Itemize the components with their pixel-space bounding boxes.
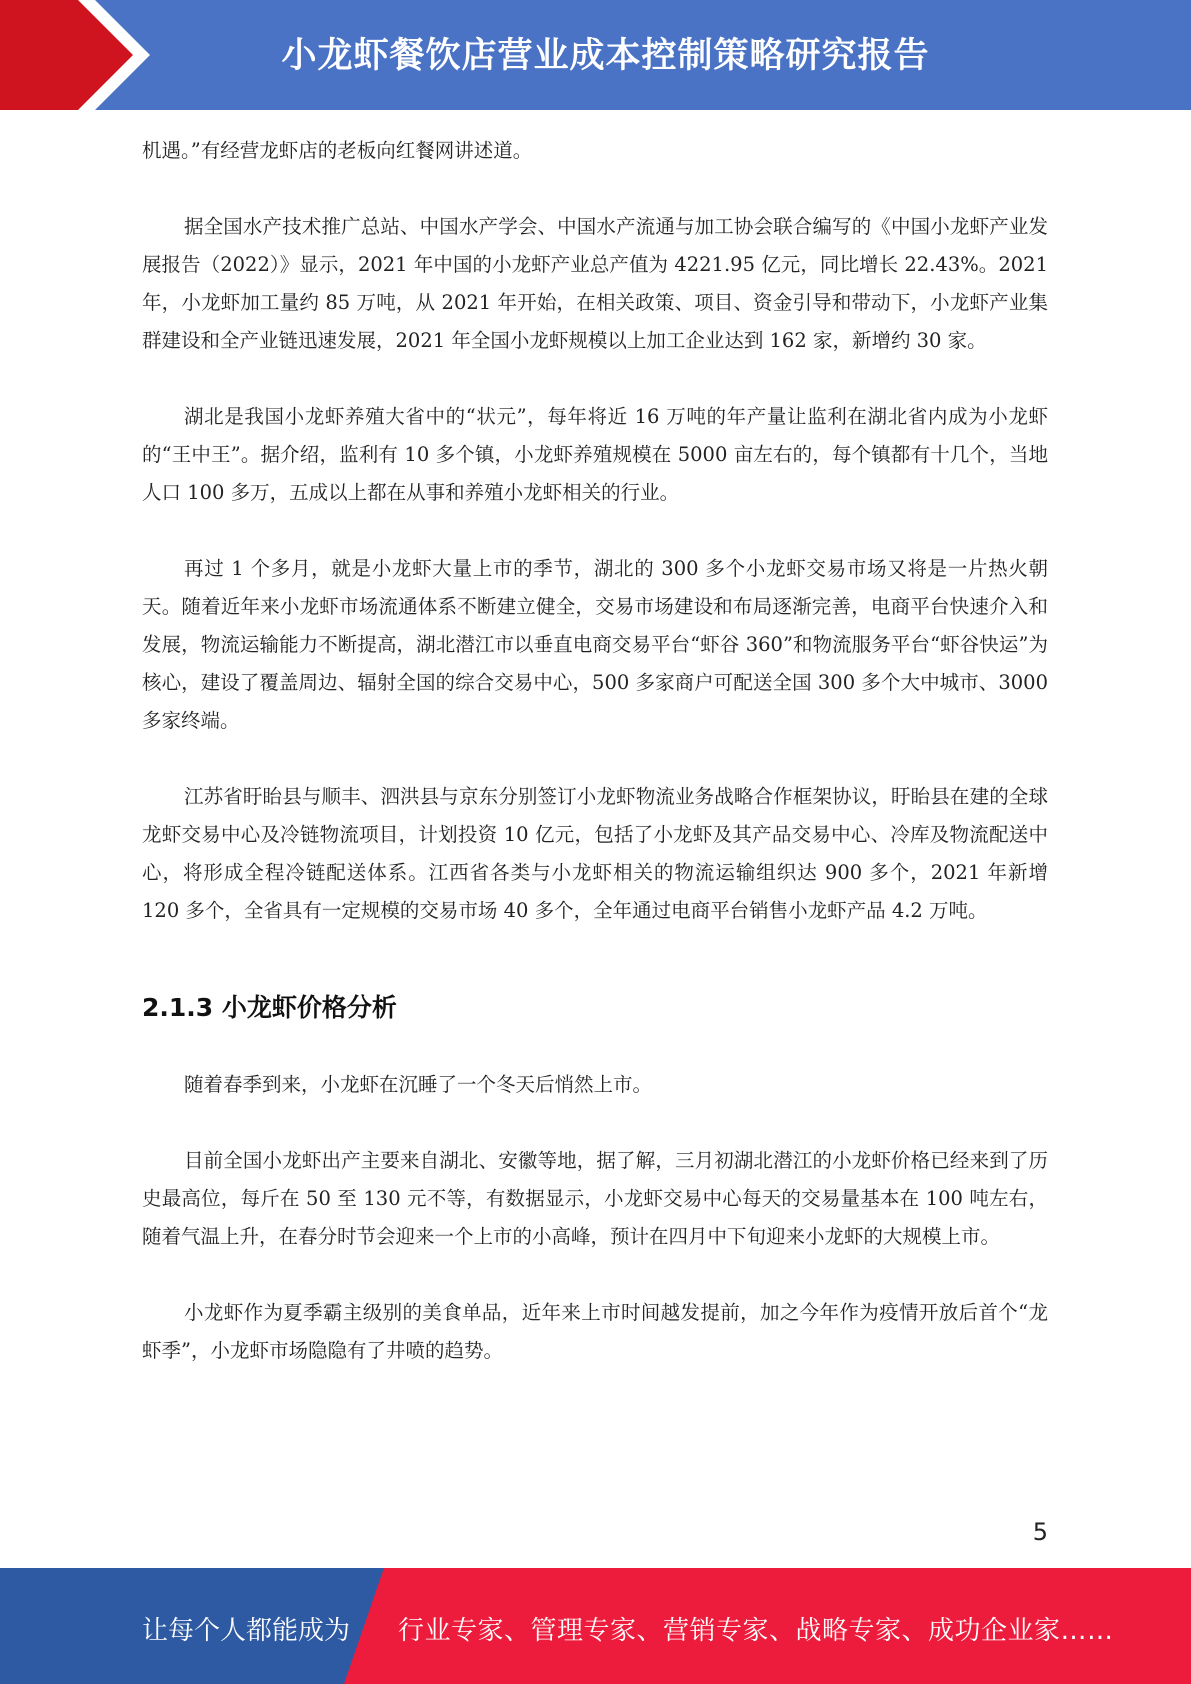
paragraph-jiangsu-jiangxi: 江苏省盱眙县与顺丰、泗洪县与京东分别签订小龙虾物流业务战略合作框架协议，盱眙县在建的全球龙虾交易中心及冷链物流项目，计划投资 10 亿元，包括了小龙虾及其产品交易中心、冷库及物流配送中心，将形成全程冷链配送体系。江西省各类与小龙虾相关的物流运输组织达 900 多个，2021 年新增 120 多个，全省具有一定规模的交易市场 40 多个，全年通过电商平台销售小龙虾产品 4.2 万吨。 bbox=[142, 785, 1055, 922]
paragraph-continuation: 机遇。”有经营龙虾店的老板向红餐网讲述道。 bbox=[142, 139, 533, 162]
footer-slogan-right: 行业专家、管理专家、营销专家、战略专家、成功企业家…… bbox=[398, 1616, 1114, 1646]
footer-banner bbox=[0, 1568, 1191, 1684]
document-body bbox=[142, 132, 1055, 1408]
section-heading: 2.1.3 小龙虾价格分析 bbox=[142, 993, 397, 1022]
paragraph-spring-arrival: 随着春季到来，小龙虾在沉睡了一个冬天后悄然上市。 bbox=[184, 1073, 653, 1096]
paragraph-hubei-market: 再过 1 个多月，就是小龙虾大量上市的季节，湖北的 300 多个小龙虾交易市场又将是一片热火朝天。随着近年来小龙虾市场流通体系不断建立健全，交易市场建设和布局逐渐完善，电商平台快速介入和发展，物流运输能力不断提高，湖北潜江市以垂直电商交易平台“虾谷 360”和物流服务平台“虾谷快运”为核心，建设了覆盖周边、辐射全国的综合交易中心，500 多家商户可配送全国 300 多个大中城市、3000 多家终端。 bbox=[142, 557, 1055, 732]
paragraph-market-trend: 小龙虾作为夏季霸主级别的美食单品，近年来上市时间越发提前，加之今年作为疫情开放后首个“龙虾季”，小龙虾市场隐隐有了井喷的趋势。 bbox=[142, 1301, 1048, 1362]
page-title: 小龙虾餐饮店营业成本控制策略研究报告 bbox=[281, 36, 930, 76]
paragraph-hubei-jianli: 湖北是我国小龙虾养殖大省中的“状元”，每年将近 16 万吨的年产量让监利在湖北省内成为小龙虾的“王中王”。据介绍，监利有 10 多个镇，小龙虾养殖规模在 5000 亩左右的，每个镇都有十几个，当地人口 100 多万，五成以上都在从事和养殖小龙虾相关的行业。 bbox=[142, 405, 1048, 504]
paragraph-industry-report: 据全国水产技术推广总站、中国水产学会、中国水产流通与加工协会联合编写的《中国小龙虾产业发展报告（2022）》显示，2021 年中国的小龙虾产业总产值为 4221.95 亿元，同比增长 22.43%。2021 年，小龙虾加工量约 85 万吨，从 2021 年开始，在相关政策、项目、资金引导和带动下，小龙虾产业集群建设和全产业链迅速发展，2021 年全国小龙虾规模以上加工企业达到 162 家，新增约 30 家。 bbox=[142, 215, 1055, 352]
page-number: 5 bbox=[1032, 1518, 1048, 1546]
footer-slogan-left: 让每个人都能成为 bbox=[142, 1616, 351, 1646]
header-banner bbox=[0, 0, 1191, 110]
paragraph-price-level: 目前全国小龙虾出产主要来自湖北、安徽等地，据了解，三月初湖北潜江的小龙虾价格已经来到了历史最高位，每斤在 50 至 130 元不等，有数据显示，小龙虾交易中心每天的交易量基本在 100 吨左右，随着气温上升，在春分时节会迎来一个上市的小高峰，预计在四月中下旬迎来小龙虾的大规模上市。 bbox=[142, 1149, 1048, 1248]
